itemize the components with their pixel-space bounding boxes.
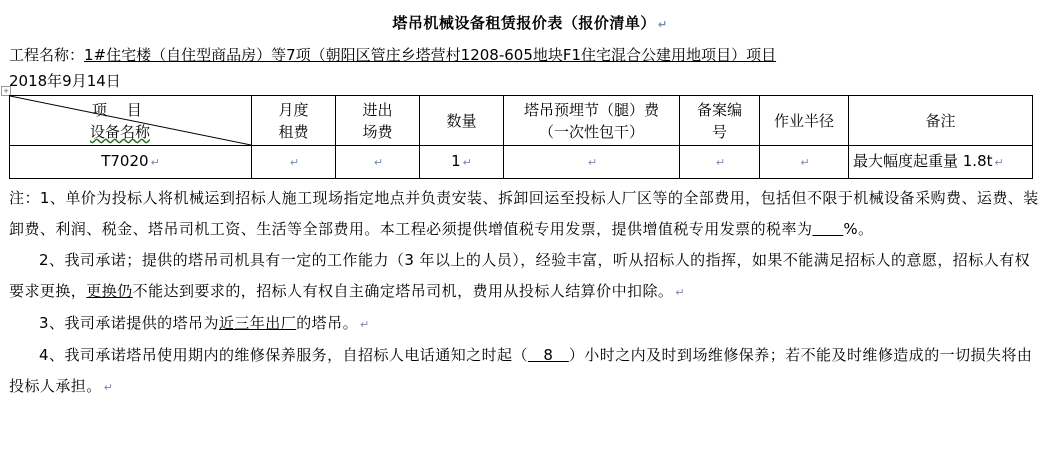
note-1: 注：1、单价为投标人将机械运到招标人施工现场指定地点并负责安装、拆卸回运至投标人厂区等的全部费用，包括但不限于机械设备采购费、运费、装卸费、利润、税金、塔吊司机工资、生活等全部费用。本工程必须提供增值税专用发票，提供增值税专用发票的税率为 %。 bbox=[9, 189, 1039, 238]
notes-section bbox=[9, 183, 1039, 403]
paragraph-mark: ↵ bbox=[657, 18, 668, 31]
note-4: 4、我司承诺塔吊使用期内的维修保养服务，自招标人电话通知之时起（ 8 ）小时之内及时到场维修保养；若不能及时维修造成的一切损失将由投标人承担。 ↵ bbox=[9, 346, 1033, 395]
project-value: 1#住宅楼（自住型商品房）等7项（朝阳区管庄乡塔营村1208-605地块F1住宅混合公建用地项目）项目 bbox=[84, 46, 777, 64]
project-label: 工程名称： bbox=[9, 46, 85, 64]
cell-embedded-fee[interactable]: ↵ bbox=[504, 146, 680, 179]
header-cell: 数量 bbox=[420, 96, 504, 146]
cell-radius[interactable]: ↵ bbox=[760, 146, 849, 179]
header-cell: 备案编 号 bbox=[680, 96, 760, 146]
table-row bbox=[10, 146, 1033, 179]
note-3: 3、我司承诺提供的塔吊为近三年出厂的塔吊。 ↵ bbox=[39, 314, 370, 332]
cell-device[interactable]: T7020 ↵ bbox=[10, 146, 252, 179]
cell-in-out-fee[interactable]: ↵ bbox=[336, 146, 420, 179]
cell-remark[interactable]: 最大幅度起重量 1.8t ↵ bbox=[849, 146, 1033, 179]
diagonal-header-cell bbox=[10, 96, 252, 146]
header-item: 项 目 bbox=[92, 101, 142, 119]
header-cell: 月度 租费 bbox=[252, 96, 336, 146]
header-device-name: 设备名称 bbox=[90, 123, 151, 141]
date-line: 2018年9月14日 bbox=[9, 72, 121, 90]
cell-monthly-rent[interactable]: ↵ bbox=[252, 146, 336, 179]
cell-record-no[interactable]: ↵ bbox=[680, 146, 760, 179]
table-move-handle-icon[interactable]: + bbox=[1, 86, 11, 96]
header-cell: 进出 场费 bbox=[336, 96, 420, 146]
quote-table bbox=[9, 95, 1033, 179]
header-cell: 作业半径 bbox=[760, 96, 849, 146]
header-cell: 备注 bbox=[849, 96, 1033, 146]
header-cell: 塔吊预埋节（腿）费 （一次性包干） bbox=[504, 96, 680, 146]
note-2: 2、我司承诺；提供的塔吊司机具有一定的工作能力（3 年以上的人员），经验丰富，听从招标人的指挥，如果不能满足招标人的意愿，招标人有权要求更换，更换仍不能达到要求的，招标人有权自主确定塔吊司机，费用从投标人结算价中扣除。 ↵ bbox=[9, 251, 1031, 300]
cell-quantity[interactable]: 1 ↵ bbox=[420, 146, 504, 179]
project-name-line bbox=[9, 44, 776, 65]
table-header-row bbox=[10, 96, 1033, 146]
document-title: 塔吊机械设备租赁报价表（报价清单） ↵ bbox=[392, 14, 668, 32]
